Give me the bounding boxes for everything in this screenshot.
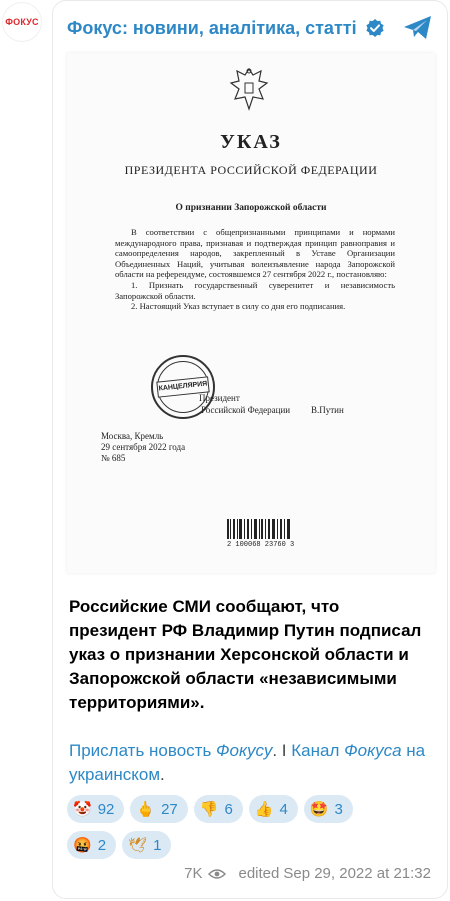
view-count: 7K <box>184 865 203 882</box>
signature-title: Президент <box>199 393 240 403</box>
message-header <box>67 15 437 41</box>
signature-office: Российской Федерации <box>201 405 291 415</box>
reaction-count: 2 <box>97 836 107 854</box>
dove-icon: 🕊 <box>128 836 148 854</box>
decree-place: Москва, Кремль <box>101 431 164 441</box>
thumbs-down-icon: 👎 <box>199 800 219 818</box>
angry-face-icon: 🤬 <box>73 836 92 854</box>
decree-paragraph: 1. Признать государственный суверенитет и независимость Запорожской области. <box>115 279 395 301</box>
eye-icon <box>208 868 226 880</box>
ukrainian-channel-link[interactable]: Канал Фокуса на украинском <box>69 741 426 784</box>
telegram-icon[interactable] <box>403 15 433 41</box>
link-end: . <box>160 765 165 784</box>
decree-subtitle: ПРЕЗИДЕНТА РОССИЙСКОЙ ФЕДЕРАЦИИ <box>124 163 378 177</box>
signature-name: В.Путин <box>311 405 344 415</box>
clown-icon: 🤡 <box>73 800 92 818</box>
reaction-thumbs-up[interactable] <box>249 795 298 823</box>
stamp-label: КАНЦЕЛЯРИЯ <box>156 376 209 397</box>
channel-title[interactable]: Фокус: новини, аналітика, статті <box>67 17 357 38</box>
decree-paragraph: В соответствии с общепризнанными принципами и нормами международного права, признавая и подтверждая принцип равноправия и самоопределения народов, закрепленный в Уставе Организации Объединенных Наций, учитывая волеизъявление народа Запорожской области на референдуме, состоявшемся 27 сентября 2022 г., постановляю: <box>115 227 395 280</box>
middle-finger-icon: 🖕 <box>136 800 156 818</box>
decree-heading: О признании Запорожской области <box>175 203 327 213</box>
reaction-thumbs-down[interactable] <box>194 795 243 823</box>
reaction-count: 1 <box>153 836 162 854</box>
reaction-star-struck[interactable] <box>304 795 353 823</box>
message-links <box>69 739 431 787</box>
reaction-count: 92 <box>97 800 115 818</box>
decree-photo[interactable] <box>67 53 435 573</box>
coat-of-arms-icon <box>229 65 269 113</box>
message-timestamp: Sep 29, 2022 at 21:32 <box>283 865 431 882</box>
verified-badge-icon <box>365 18 385 38</box>
reaction-clown[interactable] <box>67 795 124 823</box>
star-struck-icon: 🤩 <box>309 800 329 818</box>
message-text: Российские СМИ сообщают, что президент РФ Владимир Путин подписал указ о признании Херсонской области и Запорожской области «независимыми территориями». <box>69 597 422 712</box>
reaction-count: 3 <box>334 800 343 818</box>
decree-number: № 685 <box>101 453 126 463</box>
reaction-count: 4 <box>279 800 288 818</box>
reaction-count: 27 <box>161 800 178 818</box>
decree-body <box>115 227 395 312</box>
thumbs-up-icon: 👍 <box>254 800 274 818</box>
reaction-angry[interactable] <box>67 831 116 859</box>
barcode-number: 2 100068 23760 3 <box>227 541 295 549</box>
edited-label: edited <box>238 865 280 882</box>
send-news-link[interactable]: Прислать новость Фокусу <box>69 741 273 760</box>
barcode-icon <box>227 519 291 539</box>
link-separator: . I <box>272 741 292 760</box>
decree-title: УКАЗ <box>220 131 282 153</box>
channel-avatar[interactable]: ФОКУС <box>2 2 42 42</box>
reaction-count: 6 <box>224 800 233 818</box>
decree-place-date <box>101 431 185 464</box>
message-meta <box>184 865 431 882</box>
reaction-middle-finger[interactable] <box>130 795 187 823</box>
decree-paragraph: 2. Настоящий Указ вступает в силу со дня его подписания. <box>131 301 346 312</box>
message-bubble <box>52 0 448 899</box>
reactions-bar <box>67 795 437 867</box>
reaction-dove[interactable] <box>122 831 171 859</box>
decree-date: 29 сентября 2022 года <box>101 442 186 452</box>
